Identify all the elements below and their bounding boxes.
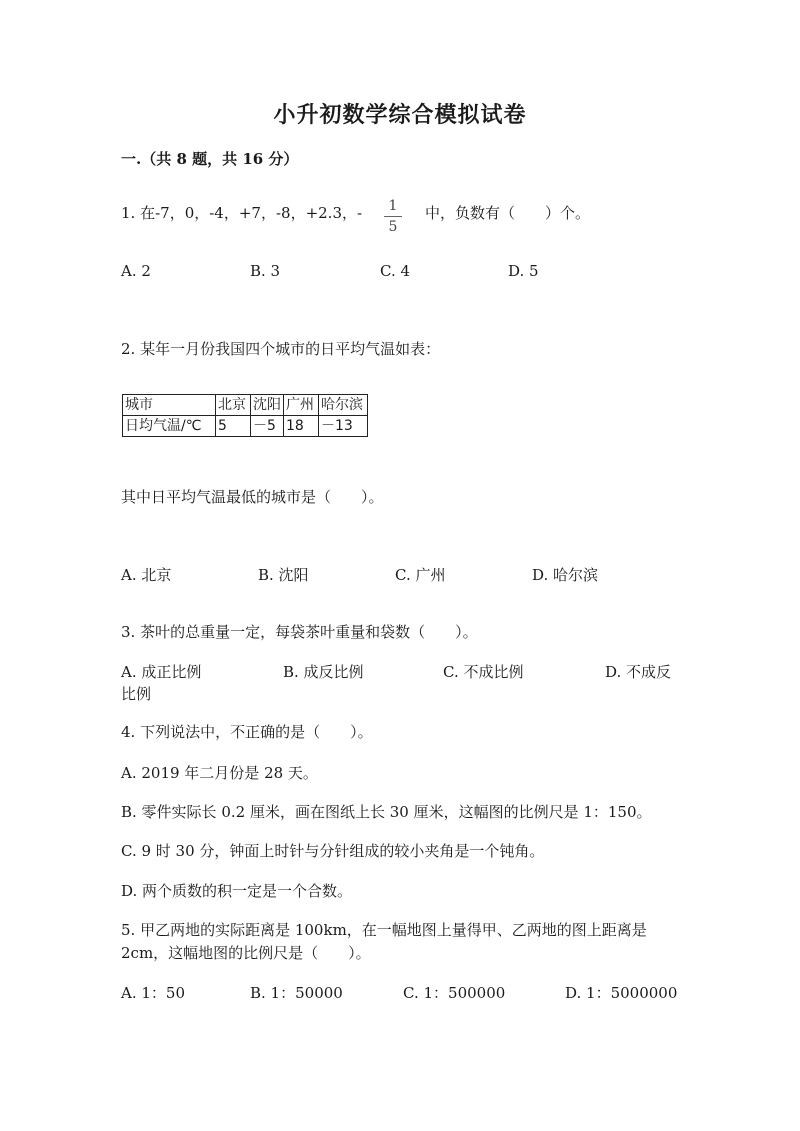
table-cell: 广州 [284,395,319,416]
q1-option-b[interactable]: B. 3 [250,262,281,280]
q4-option-b[interactable]: B. 零件实际长 0.2 厘米，画在图纸上长 30 厘米，这幅图的比例尺是 1：150。 [121,803,652,821]
q5-option-a[interactable]: A. 1：50 [121,984,185,1002]
q1-stem-after: 中，负数有（ ）个。 [425,204,591,222]
q4-option-d[interactable]: D. 两个质数的积一定是一个合数。 [121,882,353,900]
table-cell: －13 [319,416,368,437]
q4-option-a[interactable]: A. 2019 年二月份是 28 天。 [121,764,318,782]
q1-fraction-bar [384,216,402,217]
q5-option-c[interactable]: C. 1：500000 [403,984,506,1002]
table-cell: 北京 [216,395,251,416]
q2-stem: 2. 某年一月份我国四个城市的日平均气温如表： [121,340,441,358]
table-cell: 18 [284,416,319,437]
q5-stem-line2: 2cm，这幅地图的比例尺是（ ）。 [121,944,371,962]
q3-option-d-wrap: 比例 [121,685,152,703]
q1-option-c[interactable]: C. 4 [380,262,411,280]
table-cell: 5 [216,416,251,437]
temperature-table [122,394,368,437]
table-cell: 沈阳 [251,395,284,416]
q2-option-a[interactable]: A. 北京 [121,566,172,584]
q3-stem: 3. 茶叶的总重量一定，每袋茶叶重量和袋数（ ）。 [121,623,478,641]
q5-stem-line1: 5. 甲乙两地的实际距离是 100km，在一幅地图上量得甲、乙两地的图上距离是 [121,921,647,939]
q1-fraction-denominator: 5 [388,219,398,235]
q1-option-a[interactable]: A. 2 [121,262,151,280]
table-cell: 城市 [123,395,216,416]
table-cell: －5 [251,416,284,437]
page-title: 小升初数学综合模拟试卷 [273,102,527,128]
q2-option-d[interactable]: D. 哈尔滨 [532,566,599,584]
section-heading: 一.（共 8 题，共 16 分） [121,150,299,168]
q1-stem-before: 1. 在-7，0，-4，+7，-8，+2.3，- [121,204,363,222]
q4-stem: 4. 下列说法中，不正确的是（ ）。 [121,723,373,741]
q1-fraction-numerator: 1 [388,198,398,214]
q3-option-c[interactable]: C. 不成比例 [443,663,524,681]
q1-option-d[interactable]: D. 5 [508,262,539,280]
table-cell: 哈尔滨 [319,395,368,416]
q4-option-c[interactable]: C. 9 时 30 分，钟面上时针与分针组成的较小夹角是一个钝角。 [121,842,545,860]
q2-option-b[interactable]: B. 沈阳 [258,566,309,584]
q5-option-d[interactable]: D. 1：5000000 [565,984,678,1002]
q5-option-b[interactable]: B. 1：50000 [250,984,343,1002]
table-row [123,416,368,437]
q3-option-a[interactable]: A. 成正比例 [121,663,202,681]
q2-ask: 其中日平均气温最低的城市是（ ）。 [121,488,384,506]
q1-fraction [384,198,402,235]
q3-option-b[interactable]: B. 成反比例 [283,663,364,681]
table-cell: 日均气温/℃ [123,416,216,437]
q2-option-c[interactable]: C. 广州 [395,566,446,584]
q3-option-d[interactable]: D. 不成反 [605,663,672,681]
table-header-row [123,395,368,416]
